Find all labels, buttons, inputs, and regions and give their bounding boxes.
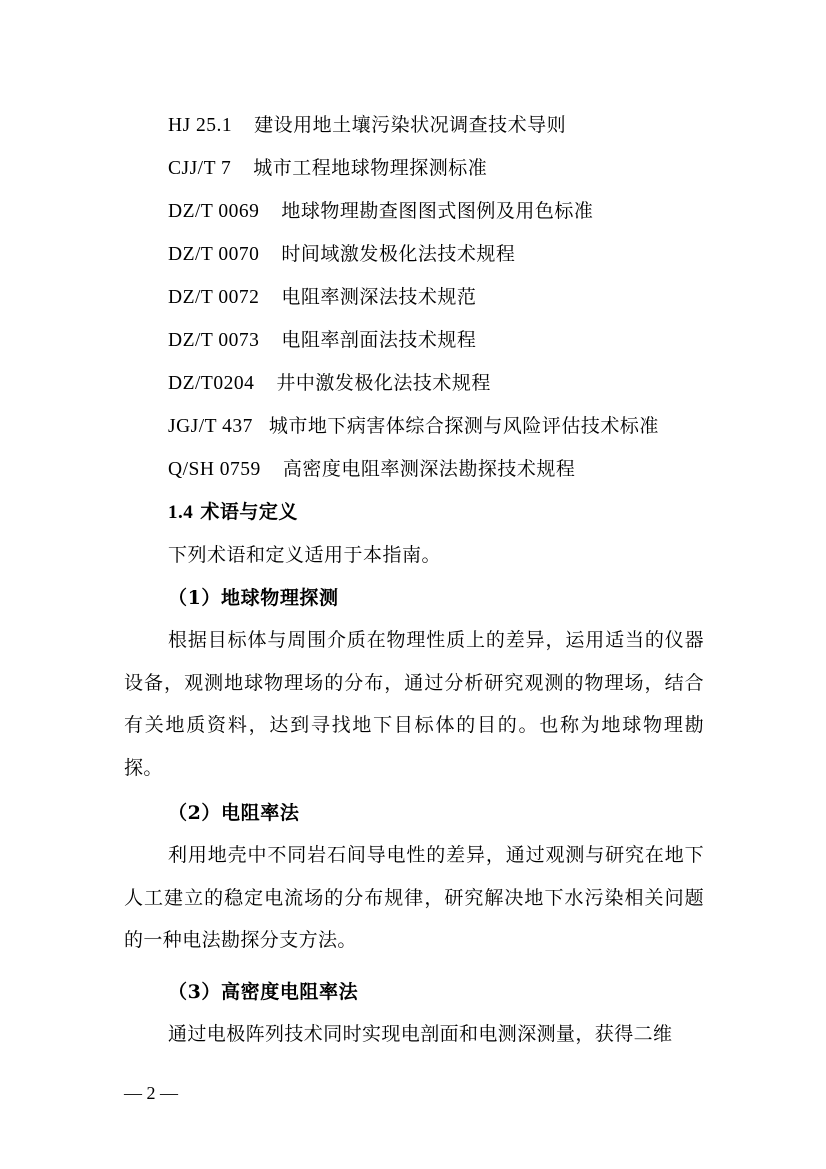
section-title: 术语与定义 [200, 501, 298, 523]
section-heading [168, 499, 298, 526]
reference-code: HJ 25.1 [168, 115, 233, 136]
reference-title: 建设用地土壤污染状况调查技术导则 [254, 114, 567, 136]
reference-code: DZ/T 0070 [168, 244, 260, 265]
reference-item [168, 370, 491, 397]
page-number: — 2 — [124, 1083, 178, 1103]
reference-item [168, 284, 476, 311]
term-body: 利用地壳中不同岩石间导电性的差异，通过观测与研究在地下人工建立的稳定电流场的分布规律，研究解决地下水污染相关问题的一种电法勘探分支方法。 [124, 844, 704, 951]
reference-item [168, 155, 487, 182]
reference-title: 城市地下病害体综合探测与风险评估技术标准 [268, 415, 659, 437]
reference-item [168, 413, 659, 440]
term-body: 根据目标体与周围介质在物理性质上的差异，运用适当的仪器设备，观测地球物理场的分布，通过分析研究观测的物理场，结合有关地质资料，达到寻找地下目标体的目的。也称为地球物理勘探。 [124, 629, 704, 779]
reference-code: JGJ/T 437 [168, 416, 253, 437]
reference-code: DZ/T0204 [168, 373, 255, 394]
reference-title: 高密度电阻率测深法勘探技术规程 [282, 458, 576, 480]
term-body: 通过电极阵列技术同时实现电剖面和电测深测量，获得二维 [168, 1023, 673, 1045]
section-intro: 下列术语和定义适用于本指南。 [168, 544, 442, 566]
term-heading: （3）高密度电阻率法 [168, 981, 359, 1003]
reference-item [168, 241, 515, 268]
reference-item [168, 198, 593, 225]
reference-title: 电阻率剖面法技术规程 [281, 329, 477, 351]
section-number: 1.4 [168, 502, 194, 523]
reference-code: CJJ/T 7 [168, 158, 232, 179]
reference-title: 地球物理勘查图图式图例及用色标准 [281, 200, 594, 222]
reference-title: 井中激发极化法技术规程 [276, 372, 491, 394]
reference-title: 城市工程地球物理探测标准 [253, 157, 488, 179]
reference-item [168, 112, 566, 139]
reference-item [168, 327, 476, 354]
reference-title: 电阻率测深法技术规范 [281, 286, 477, 308]
reference-code: Q/SH 0759 [168, 459, 261, 480]
reference-item [168, 456, 575, 483]
term-heading: （1）地球物理探测 [168, 587, 339, 609]
reference-code: DZ/T 0069 [168, 201, 260, 222]
term-heading: （2）电阻率法 [168, 802, 300, 824]
reference-code: DZ/T 0073 [168, 330, 260, 351]
reference-code: DZ/T 0072 [168, 287, 260, 308]
reference-title: 时间域激发极化法技术规程 [281, 243, 516, 265]
